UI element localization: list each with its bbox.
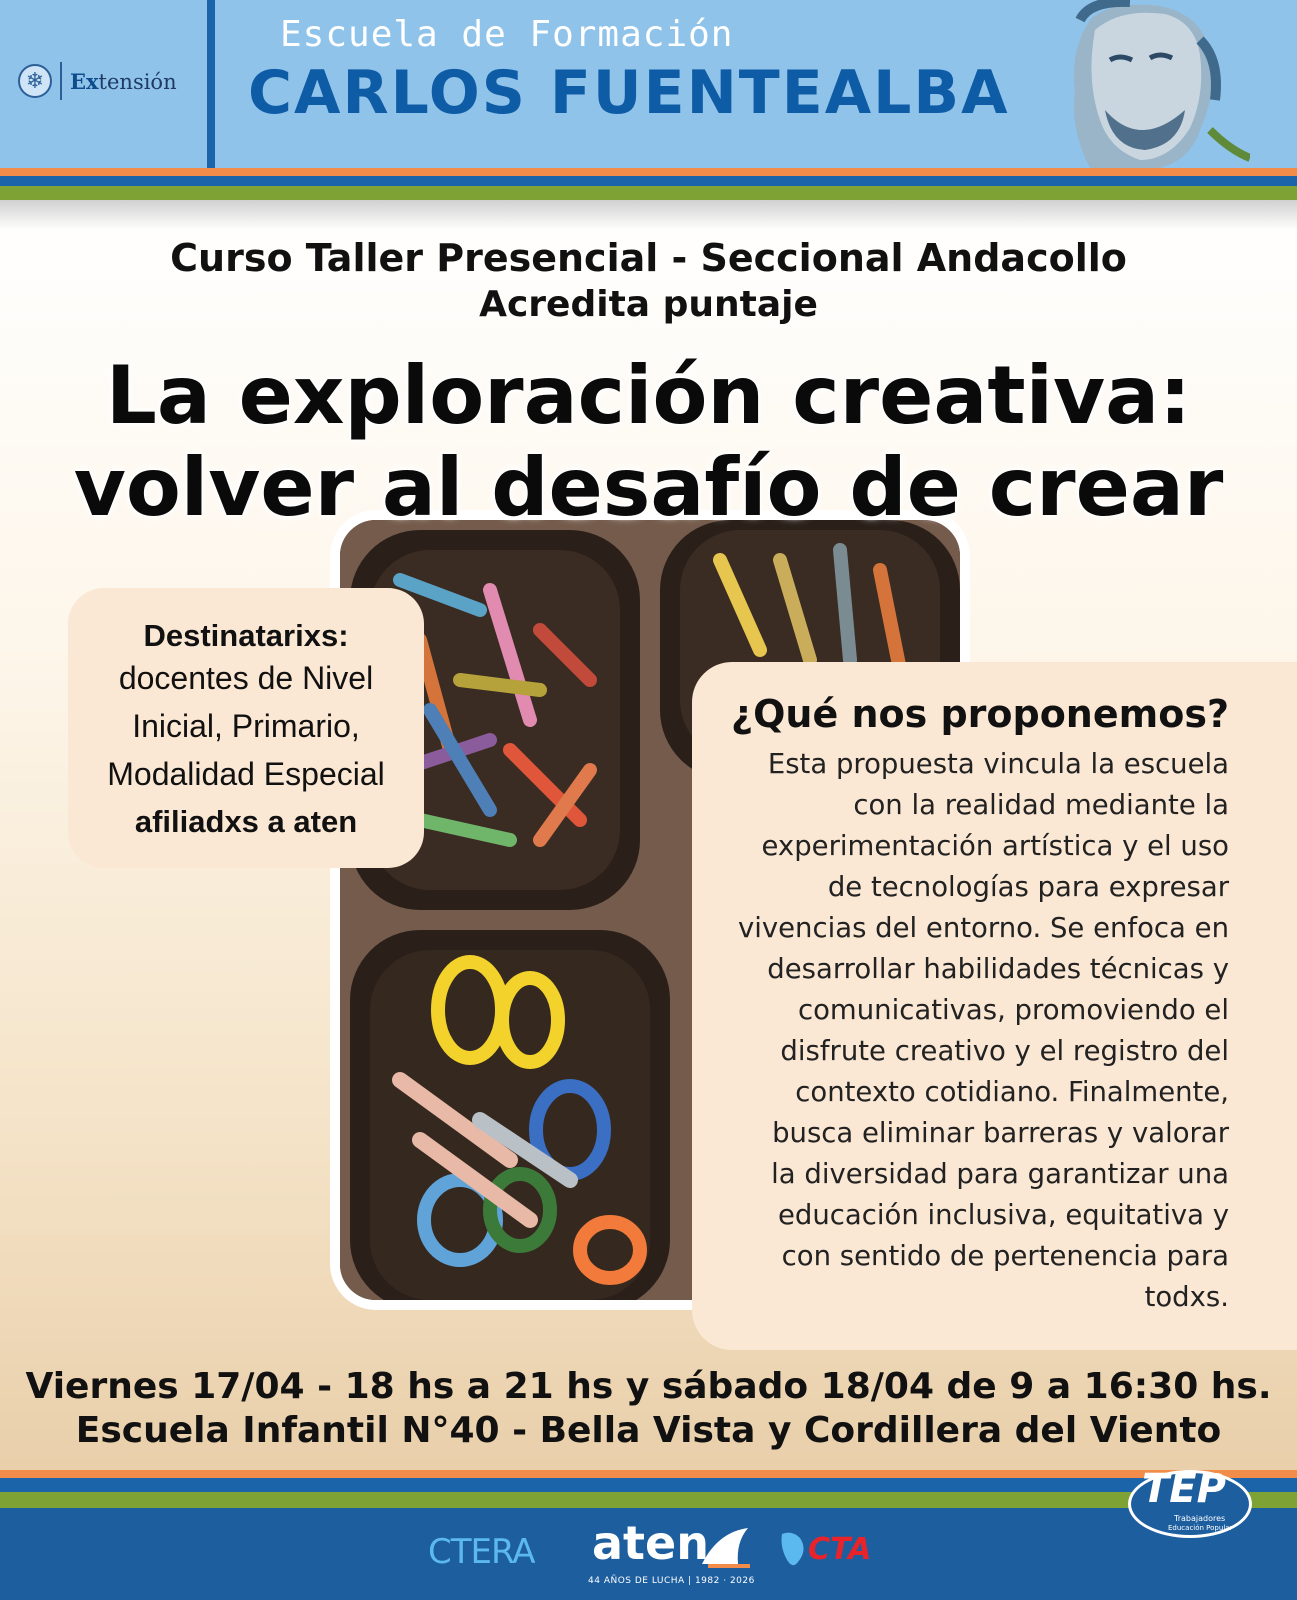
proposal-line: con sentido de pertenencia para: [781, 1240, 1229, 1272]
school-name: CARLOS FUENTEALBA: [248, 58, 1010, 128]
audience-emphasis: afiliadxs a aten: [134, 804, 358, 839]
proposal-line: disfrute creativo y el registro del: [780, 1035, 1229, 1067]
proposal-heading: ¿Qué nos proponemos?: [731, 692, 1229, 736]
proposal-card: [692, 662, 1297, 1350]
tep-tagline-1: Trabajadores: [1174, 1514, 1226, 1523]
aten-logo-tagline: 44 AÑOS DE LUCHA | 1982 · 2026: [588, 1576, 755, 1586]
workshop-title-line1: La exploración creativa:: [105, 349, 1192, 442]
course-credit: Acredita puntaje: [479, 284, 818, 325]
cta-logo: [778, 1528, 898, 1572]
audience-line: docentes de Nivel: [118, 660, 374, 696]
proposal-line: de tecnologías para expresar: [827, 871, 1229, 903]
school-subtitle: Escuela de Formación: [280, 14, 734, 55]
header-banner: [0, 0, 1297, 168]
portrait-illustration: [1050, 0, 1250, 168]
audience-card: [68, 588, 424, 868]
extension-logo-text: Extensión: [70, 68, 177, 94]
workshop-title: [0, 350, 1297, 534]
proposal-line: con la realidad mediante la: [853, 789, 1229, 821]
stripe-blue-bottom: [0, 1478, 1297, 1492]
audience-line: Modalidad Especial: [107, 756, 385, 792]
tep-tagline-2: Educación Popular: [1168, 1524, 1233, 1532]
proposal-line: contexto cotidiano. Finalmente,: [795, 1076, 1229, 1108]
university-seal-icon: ❄: [18, 64, 52, 98]
stripe-orange-top: [0, 168, 1297, 176]
proposal-line: experimentación artística y el uso: [761, 830, 1229, 862]
schedule-place: Escuela Infantil N°40 - Bella Vista y Cordillera del Viento: [75, 1410, 1222, 1451]
stripe-blue-top: [0, 176, 1297, 186]
proposal-line: vivencias del entorno. Se enfoca en: [737, 912, 1229, 944]
audience-line: Inicial, Primario,: [132, 708, 360, 744]
aten-logo-text: aten: [592, 1516, 709, 1570]
schedule-dates: Viernes 17/04 - 18 hs a 21 hs y sábado 18/04 de 9 a 16:30 hs.: [25, 1366, 1272, 1407]
extension-logo: [18, 62, 177, 100]
header-divider: [207, 0, 215, 168]
header-shadow: [0, 200, 1297, 230]
proposal-line: la diversidad para garantizar una: [771, 1158, 1229, 1190]
logo-divider: [60, 62, 62, 100]
stripe-orange-bottom: [0, 1470, 1297, 1478]
course-type: Curso Taller Presencial - Seccional Andacollo: [170, 236, 1127, 280]
proposal-line: comunicativas, promoviendo el: [797, 994, 1229, 1026]
proposal-line: todxs.: [1144, 1281, 1229, 1313]
tep-logo: [1128, 1462, 1252, 1542]
tep-logo-text: TEP: [1142, 1466, 1226, 1512]
proposal-line: educación inclusiva, equitativa y: [777, 1199, 1229, 1231]
stripe-green-top: [0, 186, 1297, 200]
aten-logo: [578, 1516, 768, 1596]
workshop-title-line2: volver al desafío de crear: [73, 441, 1224, 534]
cta-logo-text: CTA: [808, 1532, 872, 1567]
audience-heading: Destinatarixs:: [143, 618, 349, 653]
stripe-green-bottom: [0, 1492, 1297, 1508]
ctera-logo: CTERA: [428, 1532, 535, 1572]
proposal-line: Esta propuesta vincula la escuela: [767, 748, 1229, 780]
aten-bird-icon: [698, 1524, 754, 1572]
proposal-line: desarrollar habilidades técnicas y: [767, 953, 1229, 985]
proposal-line: busca eliminar barreras y valorar: [772, 1117, 1229, 1149]
